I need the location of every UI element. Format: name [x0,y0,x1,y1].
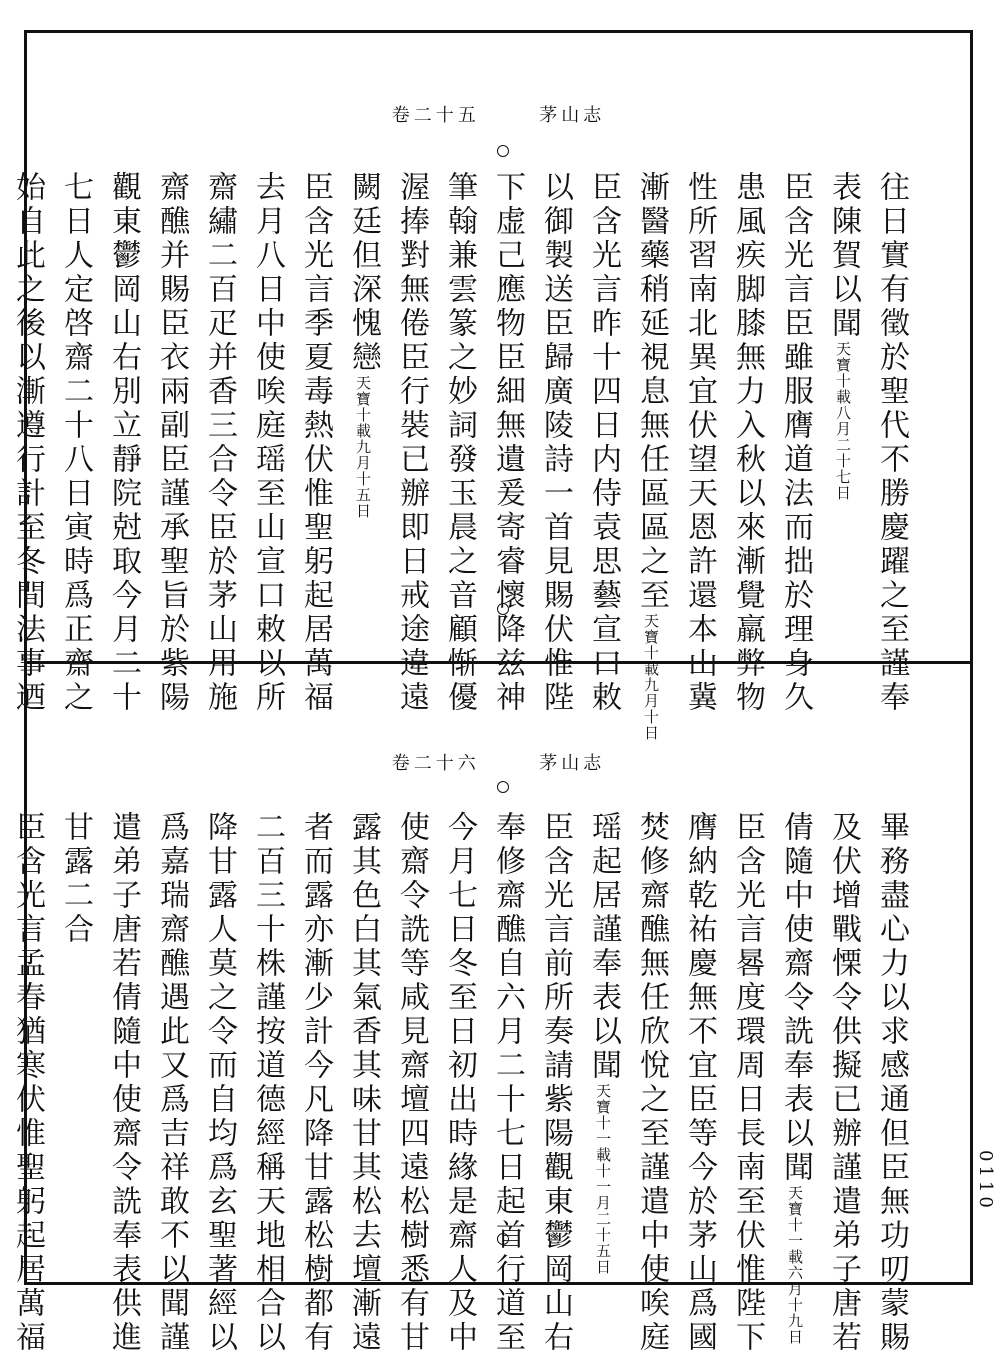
text-column: 瑶起居謹奉表以聞天寶十一載十一月二十五日 [586,811,621,1275]
lower-page [10,661,970,1355]
annotation: 天寶十載九月十日 [642,613,660,741]
text-column: 齋繡二百疋并香三合令臣於茅山用施 [202,171,237,715]
text-column: 二百三十株謹按道德經稱天地相合以 [250,811,285,1355]
text-column: 渥捧對無倦臣行裝已辦即日戒途違遠 [394,171,429,715]
text-column: 去月八日中使唉庭瑶至山宣口敕以所 [250,171,285,715]
text-column: 臣含光言臣雖服膺道法而拙於理身久 [778,171,813,715]
book-title: 茅山志 [539,105,606,126]
text-column: 使齋令詵等咸見齋壇四遠松樹悉有甘 [394,811,429,1355]
annotation: 天寶十載八月二十七日 [834,341,852,501]
annotation: 天寶十一載十一月二十五日 [594,1083,612,1275]
text-column: 遣弟子唐若倩隨中使齋令詵奉表供進 [106,811,141,1355]
text-columns-top [3,171,915,741]
circle-mark [497,145,509,157]
text-column: 漸醫藥稍延視息無任區區之至天寶十載九月十日 [634,171,669,741]
annotation: 天寶十一載六月十九日 [786,1185,804,1345]
text-column: 以御製送臣歸廣陵詩一首見賜伏惟陛 [538,171,573,715]
running-header-bottom [27,749,970,775]
annotation: 天寶十載九月十五日 [354,375,372,519]
running-header-top [27,101,970,127]
text-column: 爲嘉瑞齋醮遇此又爲吉祥敢不以聞謹 [154,811,189,1355]
upper-page [10,33,970,741]
text-column: 焚修齋醮無任欣悅之至謹遣中使唉庭 [634,811,669,1355]
circle-mark [497,781,509,793]
text-column: 臣含光言昨十四日内侍袁思藝宣口敕 [586,171,621,715]
text-column: 露其色白其氣香其味甘其松去壇漸遠 [346,811,381,1355]
text-column: 始自此之後以漸遵行計至冬間法事迺 [10,171,45,715]
text-column: 降甘露人莫之令而自均爲玄聖著經以 [202,811,237,1355]
text-column: 甘露二合 [58,811,93,947]
text-column: 臣含光言晷度環周日長南至伏惟陛下 [730,811,765,1355]
text-column: 奉修齋醮自六月二十七日起首行道至 [490,811,525,1355]
text-column: 今月七日冬至日初出時緣是齋人及中 [442,811,477,1355]
text-columns-bottom [0,811,915,1355]
page-frame [10,30,973,1355]
text-column: 筆翰兼雲篆之妙詞發玉晨之音顧惭優 [442,171,477,715]
text-column: 畢務盡心力以求感通但臣無功叨蒙賜 [874,811,909,1355]
text-column: 齋醮并賜臣衣兩副臣謹承聖旨於紫陽 [154,171,189,715]
text-column: 者而露亦漸少計今凡降甘露松樹都有 [298,811,333,1355]
text-column: 往日實有徵於聖代不勝慶躍之至謹奉 [874,171,909,715]
text-column: 臣含光言孟春猶寒伏惟聖躬起居萬福 [10,811,45,1355]
text-column: 臣含光言前所奏請紫陽觀東鬱岡山右 [538,811,573,1355]
volume-label: 卷二十六 [391,753,480,774]
text-column: 臣含光言季夏毒熱伏惟聖躬起居萬福 [298,171,333,715]
text-column: 及伏增戰慄令供擬已辦謹遣弟子唐若 [826,811,861,1355]
text-column: 倩隨中使齋令詵奉表以聞天寶十一載六月十九日 [778,811,813,1345]
text-column: 觀東鬱岡山右別立靜院尅取今月二十 [106,171,141,715]
text-column: 表陳賀以聞天寶十載八月二十七日 [826,171,861,501]
volume-label: 卷二十五 [391,105,480,126]
text-column: 患風疾脚膝無力入秋以來漸覺羸弊物 [730,171,765,715]
text-column: 七日人定啓齋二十八日寅時爲正齋之 [58,171,93,715]
page-number: 0110 [975,1150,996,1212]
text-column: 性所習南北異宜伏望天恩許還本山冀 [682,171,717,715]
book-title: 茅山志 [539,753,606,774]
text-column: 膺納乾祐慶無不宜臣等今於茅山爲國 [682,811,717,1355]
text-column: 下虚己應物臣細無遺爰寄睿懷降兹神 [490,171,525,715]
text-column: 闕廷但深愧戀天寶十載九月十五日 [346,171,381,519]
